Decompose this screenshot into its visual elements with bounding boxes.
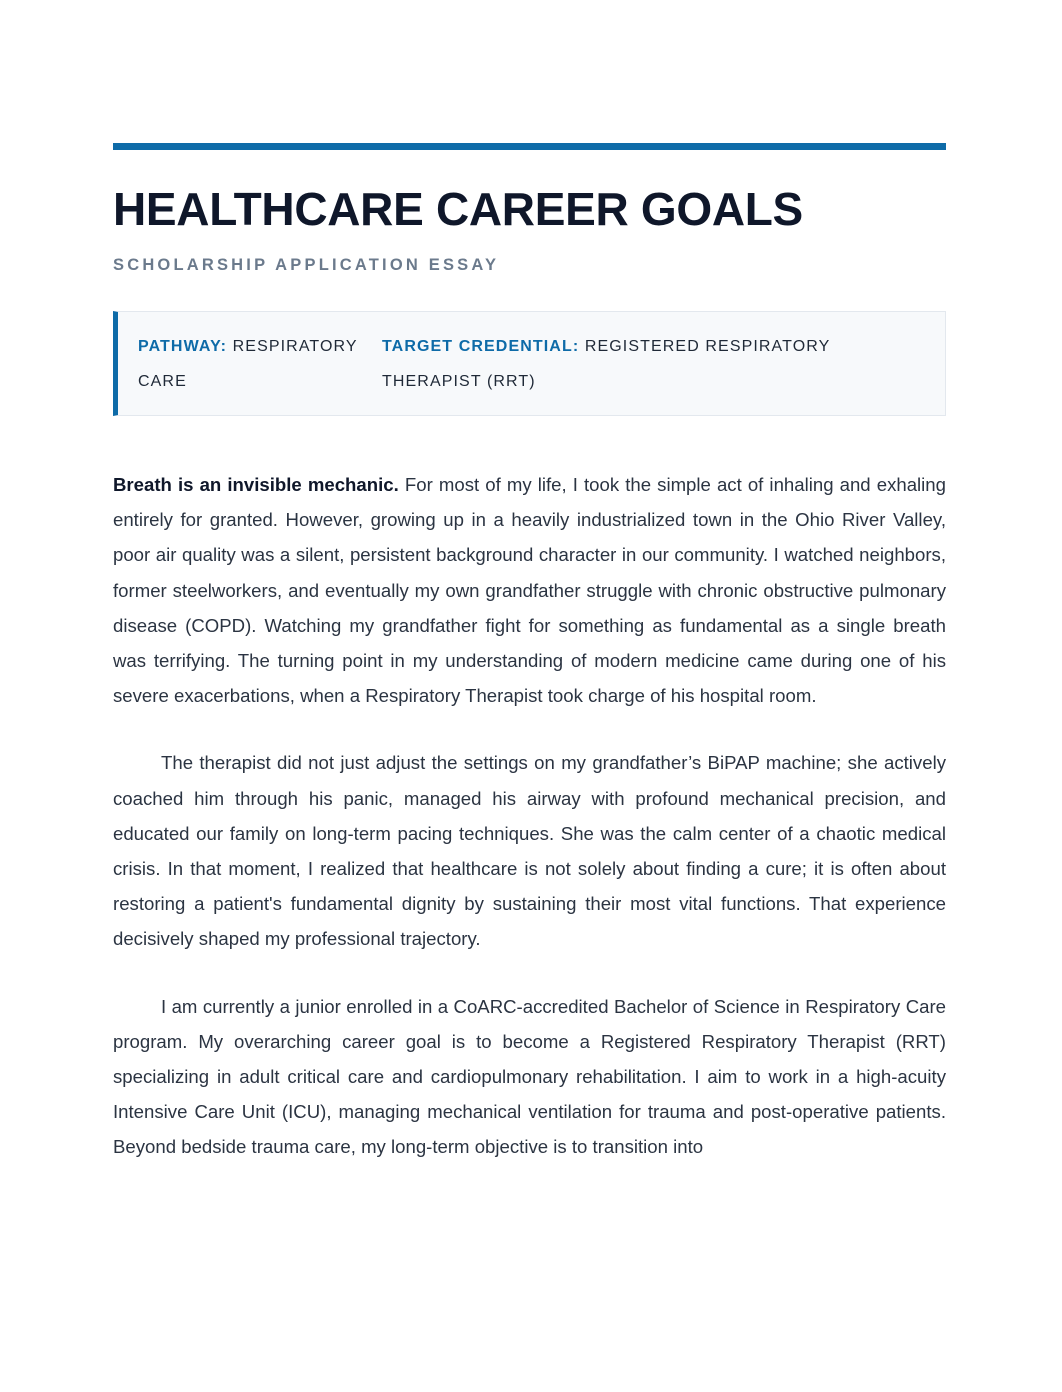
essay-paragraph-1: [113, 467, 946, 713]
page-title: HEALTHCARE CAREER GOALS: [113, 183, 803, 235]
pathway-label: PATHWAY:: [138, 338, 228, 355]
credential-field: [382, 329, 852, 399]
page-subtitle: SCHOLARSHIP APPLICATION ESSAY: [113, 256, 500, 274]
essay-body: [113, 467, 946, 1165]
essay-paragraph-1-text: For most of my life, I took the simple act of inhaling and exhaling entirely for granted. However, growing up in a heavily industrialized town in the Ohio River Valley, poor air quality was a silent, persistent background character in our community. I watched neighbors, former steelworkers, and eventually my own grandfather struggle with chronic obstructive pulmonary disease (COPD). Watching my grandfather fight for something as fundamental as a single breath was terrifying. The turning point in my understanding of modern medicine came during one of his severe exacerbations, when a Respiratory Therapist took charge of his hospital room.: [113, 474, 946, 707]
essay-paragraph-3: I am currently a junior enrolled in a CoARC-accredited Bachelor of Science in Respiratory Care program. My overarching career goal is to become a Registered Respiratory Therapist (RRT) specializing in adult critical care and cardiopulmonary rehabilitation. I aim to work in a high-acuity Intensive Care Unit (ICU), managing mechanical ventilation for trauma and post-operative patients. Beyond bedside trauma care, my long-term objective is to transition into: [113, 995, 946, 1158]
credential-label: TARGET CREDENTIAL:: [382, 338, 580, 355]
credential-value: REGISTERED RESPIRATORY THERAPIST (RRT): [382, 338, 831, 390]
essay-meta-box: [113, 311, 946, 416]
essay-page: [113, 143, 946, 1197]
essay-paragraph-2: The therapist did not just adjust the settings on my grandfather’s BiPAP machine; she actively coached him through his panic, managed his airway with profound mechanical precision, and educated our family on long-term pacing techniques. She was the calm center of a chaotic medical crisis. In that moment, I realized that healthcare is not solely about finding a cure; it is often about restoring a patient's fundamental dignity by sustaining their most vital functions. That experience decisively shaped my professional trajectory.: [113, 752, 946, 950]
pathway-value: RESPIRATORY CARE: [138, 338, 358, 390]
header-accent-rule: [113, 143, 946, 150]
pathway-field: [138, 329, 368, 399]
essay-lead-sentence: Breath is an invisible mechanic.: [113, 474, 399, 495]
